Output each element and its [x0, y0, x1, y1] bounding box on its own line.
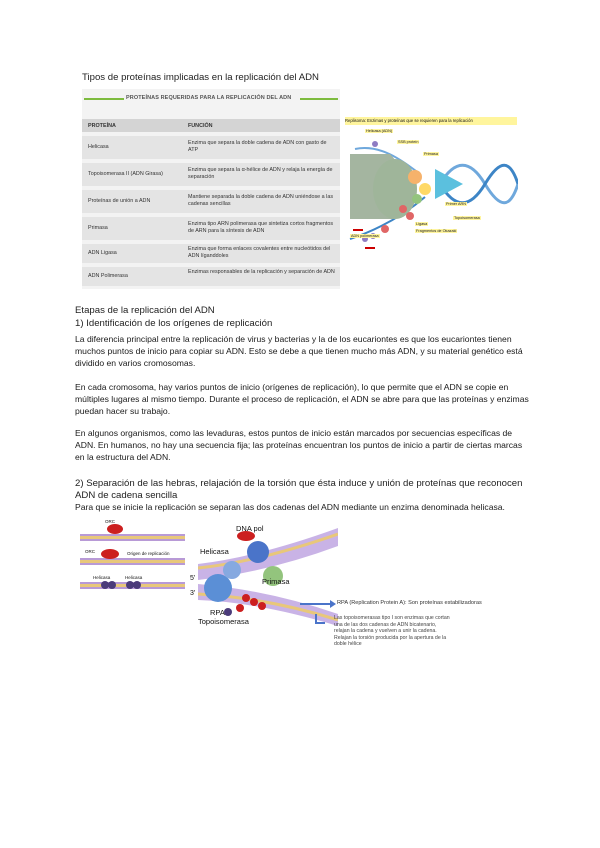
label-five-prime: 5' [190, 575, 196, 582]
label-helicase: Helicasa (ADN) [366, 129, 393, 133]
rpa-arrow-head [330, 600, 336, 608]
row-protein: ADN Polimerasa [88, 273, 128, 279]
replisome-title: Replisoma: Enzimas y proteínas que se requieren para la replicación [345, 117, 517, 125]
label-orc-1: ORC [105, 519, 115, 524]
table-row [82, 244, 340, 263]
table-header-rule-left [84, 98, 124, 100]
label-dna-pol: DNA pol [236, 524, 264, 533]
rpa-note: RPA (Replication Protein A): Son proteínas estabilizadoras [337, 600, 482, 606]
label-origin: Origen de replicación [127, 551, 170, 556]
label-orc-2: ORC [85, 549, 95, 554]
table-row [82, 163, 340, 186]
label-ssb: SSB proteín [398, 140, 419, 144]
topo-note: Las topoisomerasas tipo I son enzimas que cortan una de las dos cadenas de ADN bicatenario, relajan la cadena y vuelven a unir la cadena. Relajan la torsión producida por la apertura de la doble hélice [334, 615, 450, 648]
label-rpa: RPA [210, 608, 225, 617]
table-row [82, 136, 340, 159]
paragraph-2: En cada cromosoma, hay varios puntos de inicio (orígenes de replicación), lo que permite que el ADN se copie en múltiples lugares al mismo tiempo. Durante el proceso de replicación, el ADN se abre para que las proteínas y enzimas puedan hacer su trabajo. [75, 382, 529, 417]
topo-arrow [315, 614, 325, 624]
rpa-arrow [300, 603, 332, 605]
origin-figure [75, 518, 195, 602]
table-head-row [82, 119, 340, 132]
row-function: Enzimas responsables de la replicación y separación de ADN [188, 269, 335, 275]
origin-illustration [75, 518, 195, 602]
label-helicasa-small: Helicasa [93, 575, 111, 580]
table-row [82, 217, 340, 240]
row-protein: ADN Ligasa [88, 250, 117, 256]
protein-table [82, 89, 340, 289]
table-header: PROTEÍNAS REQUERIDAS PARA LA REPLICACIÓN DEL ADN [126, 95, 292, 101]
section-title-stages: Etapas de la replicación del ADN [75, 305, 215, 316]
paragraph-4: Para que se inicie la replicación se separan las dos cadenas del ADN mediante un enzima denominada helicasa. [75, 502, 505, 512]
col-protein-header: PROTEÍNA [88, 123, 116, 129]
label-helicasa-small-2: Helicasa [125, 575, 143, 580]
paragraph-1: La diferencia principal entre la replicación de virus y bacterias y la de los eucariontes es que los eucariontes tienen muchos puntos de inicio para copiar su ADN. Esto se debe a que tienen mucho más ADN, y su material genético está dividido en varios cromosomas. [75, 334, 523, 369]
label-helicasa: Helicasa [200, 547, 229, 556]
row-function: Enzima que separa la doble cadena de ADN con gasto de ATP [188, 140, 327, 153]
row-protein: Primasa [88, 225, 108, 231]
paragraph-3: En algunos organismos, como las levaduras, estos puntos de inicio están marcados por secuencias específicas de ADN. En humanos, no hay una secuencia fija; las proteínas encuentran los puntos de inicio a partir de ciertas marcas en la estructura del ADN. [75, 428, 523, 463]
replisome-figure [345, 89, 518, 289]
row-function: Enzima que separa la α-hélice de ADN y relaja la energía de separación [188, 167, 333, 180]
row-protein: Topoisomerasa II (ADN Girasa) [88, 171, 163, 177]
label-polymerase: ADN polimerasa [351, 234, 379, 238]
row-function: Mantiene separada la doble cadena de ADN uniéndose a las cadenas sencillas [188, 194, 334, 207]
row-function: Enzima que forma enlaces covalentes entre nucleótidos del ADN líganddoles [188, 246, 331, 259]
row-protein: Proteínas de unión a ADN [88, 198, 151, 204]
row-protein: Helicasa [88, 144, 109, 150]
label-primer: Primer ARN [446, 202, 467, 206]
table-header-rule-right [300, 98, 338, 100]
label-three-prime: 3' [190, 590, 196, 597]
label-primase: Primasa [424, 152, 438, 156]
label-primasa: Primasa [262, 577, 290, 586]
section-title-protein-types: Tipos de proteínas implicadas en la replicación del ADN [82, 72, 319, 83]
label-topo: Topoisomerasa [454, 216, 480, 220]
label-ligase: Ligasa [416, 222, 428, 226]
table-row [82, 267, 340, 286]
table-row [82, 190, 340, 213]
col-function-header: FUNCIÓN [188, 123, 213, 129]
fork-figure [190, 522, 338, 627]
label-fragments: Fragmentos de Okazaki [416, 229, 457, 233]
subsection-2-title: 2) Separación de las hebras, relajación de la torsión que ésta induce y unión de proteínas que reconocen ADN de cadena sencilla [75, 478, 523, 501]
row-function: Enzima tipo ARN polimerasa que sintetiza cortos fragmentos de ARN para la síntesis de ADN [188, 221, 334, 234]
subsection-1-title: 1) Identificación de los orígenes de replicación [75, 318, 273, 329]
label-topoisomerasa: Topoisomerasa [198, 617, 249, 626]
